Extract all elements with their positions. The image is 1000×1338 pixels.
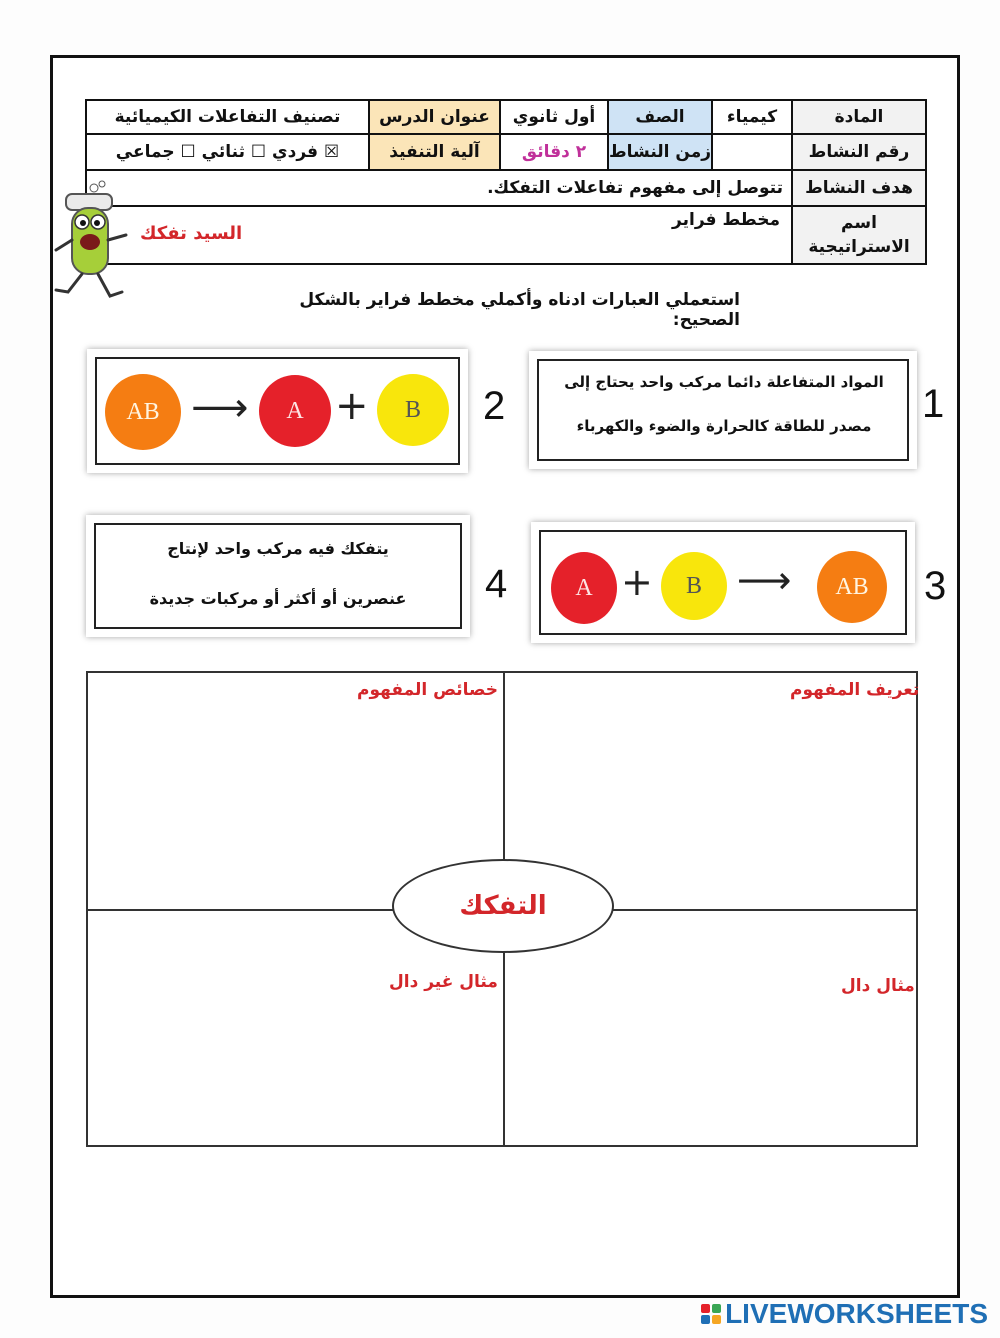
card-1-line-1: المواد المتفاعلة دائما مركب واحد يحتاج إلى: [564, 373, 884, 391]
lesson-label: عنوان الدرس: [368, 99, 501, 135]
card-1-number: 1: [922, 382, 945, 426]
definition-label: تعريف المفهوم: [790, 680, 920, 700]
non-example-quadrant[interactable]: [88, 910, 501, 1145]
card-4-number: 4: [485, 562, 508, 606]
mechanism-label: آلية التنفيذ: [368, 133, 501, 171]
card-4-line-1: يتفكك فيه مركب واحد لإنتاج: [167, 539, 389, 558]
goal-label: هدف النشاط: [791, 169, 927, 207]
activity-time-value: ٢ دقائق: [499, 133, 609, 171]
grade-label: الصف: [607, 99, 713, 135]
card-1[interactable]: [529, 351, 917, 469]
strategy-value: مخطط فراير: [672, 210, 780, 230]
activity-time-label: زمن النشاط: [607, 133, 713, 171]
mascot-name: السيد تفكك: [140, 223, 243, 244]
lesson-value: تصنيف التفاعلات الكيميائية: [85, 99, 370, 135]
logo-grid-icon: [701, 1304, 721, 1324]
card-4[interactable]: [86, 515, 470, 637]
card-1-line-2: مصدر للطاقة كالحرارة والضوء والكهرباء: [576, 417, 872, 435]
card-3-number: 3: [924, 564, 947, 608]
card-3[interactable]: [531, 522, 915, 643]
example-label: مثال دال: [841, 976, 915, 996]
plus-sign: +: [621, 560, 653, 604]
characteristics-label: خصائص المفهوم: [357, 680, 499, 700]
subject-value: كيمياء: [711, 99, 793, 135]
activity-number-value[interactable]: [711, 133, 793, 171]
element-b-circle: B: [377, 374, 449, 446]
brand-text: LIVEWORKSHEETS: [725, 1298, 988, 1329]
element-a-circle: A: [259, 375, 331, 447]
concept-oval: التفكك: [392, 859, 614, 953]
grade-value: أول ثانوي: [499, 99, 609, 135]
activity-number-label: رقم النشاط: [791, 133, 927, 171]
goal-value: تتوصل إلى مفهوم تفاعلات التفكك.: [85, 169, 793, 207]
element-b-circle: B: [661, 552, 727, 620]
reaction-arrow: ⟶: [737, 558, 792, 602]
compound-ab-circle: AB: [817, 551, 887, 623]
example-quadrant[interactable]: [503, 910, 916, 1145]
card-2[interactable]: [87, 349, 468, 473]
plus-sign: +: [335, 383, 369, 429]
subject-label: المادة: [791, 99, 927, 135]
instruction-text: استعملي العبارات ادناه وأكملي مخطط فراير بالشكل الصحيح:: [299, 290, 740, 330]
card-2-number: 2: [483, 384, 506, 428]
mascot-test-tube-icon: [48, 180, 148, 310]
card-4-line-2: عنصرين أو أكثر أو مركبات جديدة: [149, 589, 407, 608]
element-a-circle: A: [551, 552, 617, 624]
reaction-arrow: ⟶: [191, 385, 249, 431]
non-example-label: مثال غير دال: [389, 972, 498, 992]
compound-ab-circle: AB: [105, 374, 181, 450]
liveworksheets-logo: [701, 1298, 988, 1330]
mechanism-options: ☒ فردي ☐ ثنائي ☐ جماعي: [85, 133, 370, 171]
strategy-label: اسم الاستراتيجية: [791, 205, 927, 265]
